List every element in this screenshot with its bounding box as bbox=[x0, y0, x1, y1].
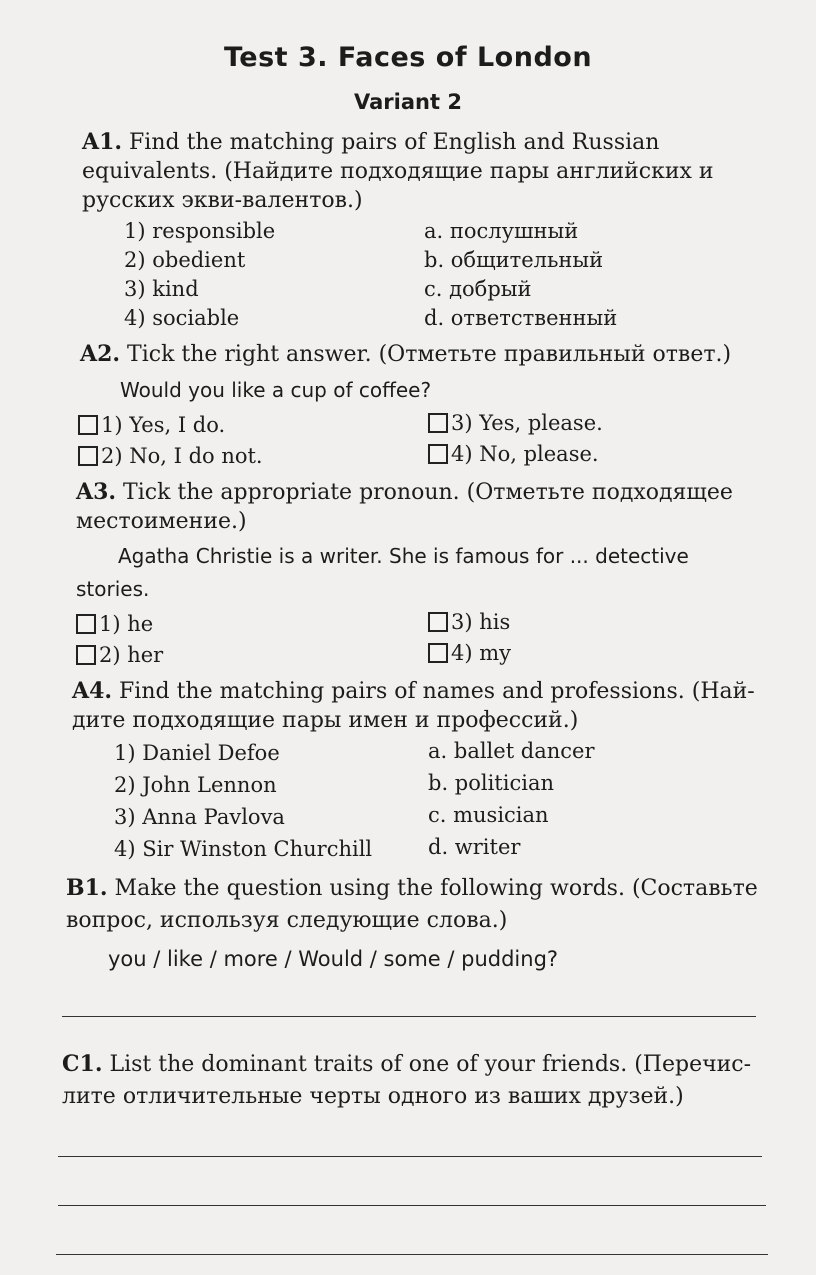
a4-left-4: 4) Sir Winston Churchill bbox=[114, 837, 373, 861]
a3-option-1[interactable]: 1) he bbox=[76, 609, 153, 639]
a2-option-4[interactable]: 4) No, please. bbox=[428, 439, 599, 469]
a4-left-2: 2) John Lennon bbox=[114, 773, 277, 797]
a1-instruction bbox=[82, 128, 742, 215]
a1-left-2: 2) obedient bbox=[124, 248, 246, 272]
a4-right-c: c. musician bbox=[428, 803, 549, 827]
a4-right-d: d. writer bbox=[428, 835, 521, 859]
c1-text: List the dominant traits of one of your friends. (Перечис-лите отличительные черты одного из ваших друзей.) bbox=[62, 1052, 752, 1109]
a3-option-4[interactable]: 4) my bbox=[428, 638, 511, 668]
checkbox[interactable] bbox=[76, 645, 96, 665]
a2-question: Would you like a cup of coffee? bbox=[120, 378, 432, 402]
a2-option-3[interactable]: 3) Yes, please. bbox=[428, 408, 603, 438]
a1-right-c: c. добрый bbox=[424, 277, 532, 301]
a2-option-1[interactable]: 1) Yes, I do. bbox=[78, 410, 225, 440]
a3-option-3[interactable]: 3) his bbox=[428, 607, 510, 637]
c1-instruction bbox=[62, 1048, 762, 1113]
a2-instruction bbox=[80, 340, 760, 369]
a1-right-a: a. послушный bbox=[424, 219, 579, 243]
a3-label: A3. bbox=[76, 479, 117, 505]
c1-answer-line-2[interactable] bbox=[58, 1205, 766, 1206]
a4-text: Find the matching pairs of names and professions. (Най-дите подходящие пары имен и профессий.) bbox=[72, 679, 755, 733]
a1-text: Find the matching pairs of English and Russian equivalents. (Найдите подходящие пары английских и русских экви-валентов.) bbox=[82, 130, 714, 213]
a3-instruction bbox=[76, 478, 756, 536]
c1-answer-line-1[interactable] bbox=[58, 1156, 762, 1157]
a2-label: A2. bbox=[80, 341, 121, 367]
b1-text: Make the question using the following words. (Составьте вопрос, используя следующие слова.) bbox=[66, 876, 758, 933]
b1-answer-line[interactable] bbox=[62, 1016, 756, 1017]
a1-left-4: 4) sociable bbox=[124, 306, 240, 330]
c1-answer-line-3[interactable] bbox=[56, 1254, 768, 1255]
a3-question: Agatha Christie is a writer. She is famous for ... detective stories. bbox=[76, 544, 689, 601]
checkbox[interactable] bbox=[428, 444, 448, 464]
b1-instruction bbox=[66, 872, 766, 937]
c1-label: C1. bbox=[62, 1051, 103, 1077]
a2-text: Tick the right answer. (Отметьте правильный ответ.) bbox=[120, 342, 732, 367]
a1-right-d: d. ответственный bbox=[424, 306, 618, 330]
a3-option-2[interactable]: 2) her bbox=[76, 640, 163, 670]
a4-left-1: 1) Daniel Defoe bbox=[114, 741, 280, 765]
page-title: Test 3. Faces of London bbox=[223, 42, 593, 73]
checkbox[interactable] bbox=[78, 446, 98, 466]
a4-right-a: a. ballet dancer bbox=[428, 739, 595, 763]
a4-label: A4. bbox=[72, 678, 113, 704]
checkbox[interactable] bbox=[76, 614, 96, 634]
checkbox[interactable] bbox=[428, 413, 448, 433]
checkbox[interactable] bbox=[428, 643, 448, 663]
b1-words: you / like / more / Would / some / pudding? bbox=[108, 947, 559, 971]
a4-left-3: 3) Anna Pavlova bbox=[114, 805, 285, 829]
a1-right-b: b. общительный bbox=[424, 248, 604, 272]
a1-label: A1. bbox=[82, 129, 123, 155]
a1-left-1: 1) responsible bbox=[124, 219, 276, 243]
checkbox[interactable] bbox=[78, 415, 98, 435]
page-subtitle: Variant 2 bbox=[354, 90, 462, 114]
a4-right-b: b. politician bbox=[428, 771, 554, 795]
a1-left-3: 3) kind bbox=[124, 277, 199, 301]
checkbox[interactable] bbox=[428, 612, 448, 632]
a3-text: Tick the appropriate pronoun. (Отметьте подходящее местоимение.) bbox=[76, 480, 733, 534]
b1-label: B1. bbox=[66, 875, 108, 901]
a4-instruction bbox=[72, 677, 762, 735]
a2-option-2[interactable]: 2) No, I do not. bbox=[78, 441, 263, 471]
